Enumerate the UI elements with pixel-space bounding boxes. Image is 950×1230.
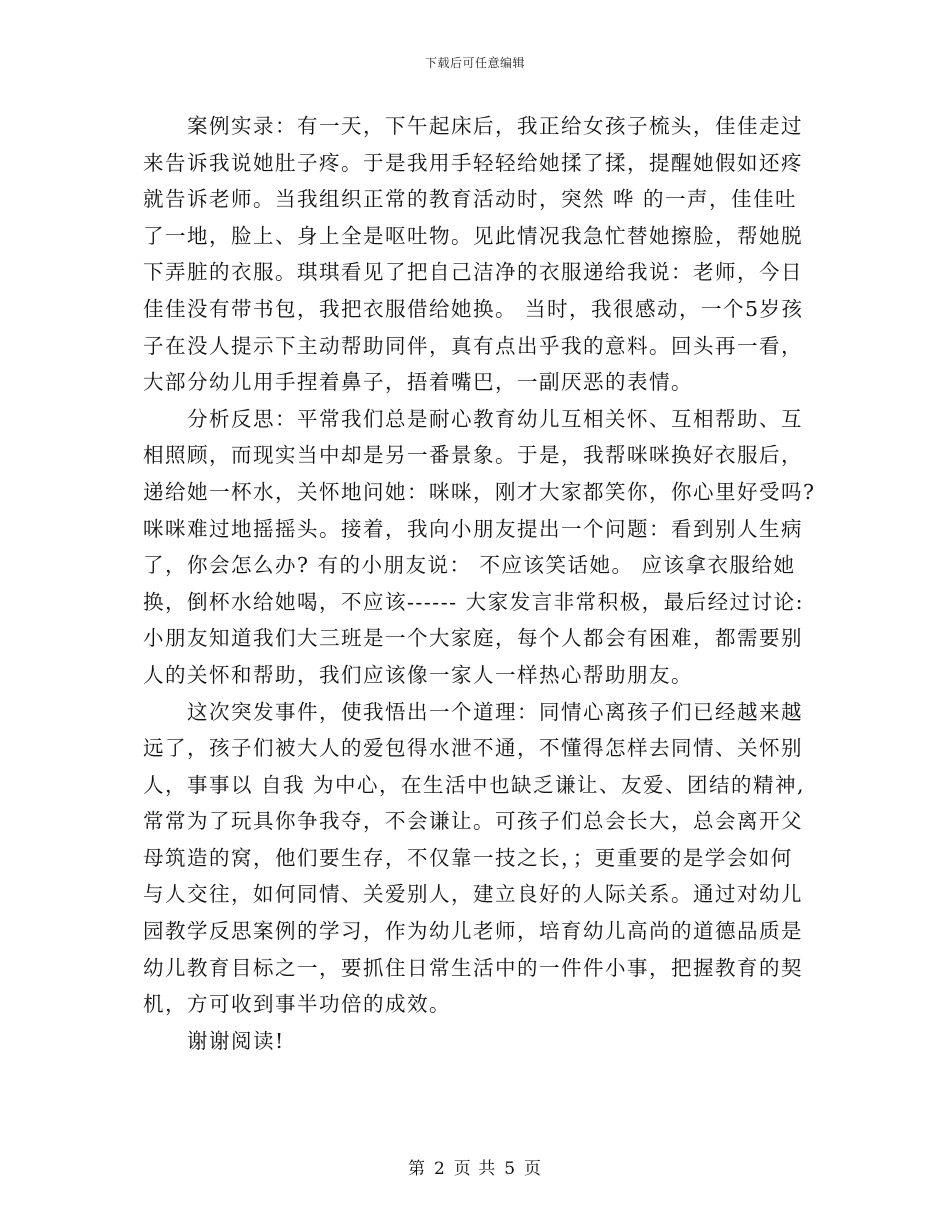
body-line: 递给她一杯水，关怀地问她：咪咪，刚才大家都笑你，你心里好受吗? — [143, 479, 816, 504]
footer-prefix: 第 — [407, 1159, 426, 1179]
body-line: 人的关怀和帮助，我们应该像一家人一样热心帮助朋友。 — [143, 662, 693, 687]
footer-suffix: 页 — [524, 1159, 543, 1179]
body-line: 就告诉老师。当我组织正常的教育活动时，突然 哗 的一声，佳佳吐 — [143, 187, 798, 212]
total-page-count: 5 — [504, 1159, 517, 1179]
body-line: 子在没人提示下主动帮助同伴，真有点出乎我的意料。回头再一看， — [143, 333, 803, 358]
body-line: 大部分幼儿用手捏着鼻子，捂着嘴巴，一副厌恶的表情。 — [143, 370, 693, 395]
body-line: 佳佳没有带书包，我把衣服借给她换。 当时，我很感动，一个5岁孩 — [143, 296, 804, 321]
body-line: 小朋友知道我们大三班是一个大家庭，每个人都会有困难，都需要别 — [143, 626, 803, 651]
body-line: 远了，孩子们被大人的爱包得水泄不通，不懂得怎样去同情、关怀别 — [143, 736, 803, 761]
body-line: 园教学反思案例的学习，作为幼儿老师，培育幼儿高尚的道德品质是 — [143, 919, 803, 944]
body-line: 咪咪难过地摇摇头。接着，我向小朋友提出一个问题：看到别人生病 — [143, 516, 803, 541]
body-line: 幼儿教育目标之一，要抓住日常生活中的一件件小事，把握教育的契 — [143, 955, 803, 980]
current-page-number: 2 — [433, 1159, 446, 1179]
body-line: 分析反思：平常我们总是耐心教育幼儿互相关怀、互相帮助、互 — [187, 406, 803, 431]
body-line: 案例实录：有一天，下午起床后，我正给女孩子梳头，佳佳走过 — [187, 114, 803, 138]
document-body — [143, 108, 816, 1059]
body-line: 母筑造的窝，他们要生存，不仅靠一技之长，；更重要的是学会如何 — [143, 845, 793, 870]
body-line: 这次突发事件，使我悟出一个道理：同情心离孩子们已经越来越 — [187, 699, 803, 724]
body-line: 与人交往，如何同情、关爱别人，建立良好的人际关系。通过对幼儿 — [143, 882, 803, 907]
body-line: 下弄脏的衣服。琪琪看见了把自己洁净的衣服递给我说：老师，今日 — [143, 260, 803, 285]
body-line: 换，倒杯水给她喝，不应该------ 大家发言非常积极，最后经过讨论: — [143, 589, 804, 614]
body-line: 常常为了玩具你争我夺，不会谦让。可孩子们总会长大，总会离开父 — [143, 809, 803, 834]
page-footer — [0, 1154, 950, 1179]
body-line: 来告诉我说她肚子疼。于是我用手轻轻给她揉了揉，提醒她假如还疼 — [143, 150, 803, 175]
closing-line: 谢谢阅读! — [187, 1028, 285, 1053]
body-line: 机，方可收到事半功倍的成效。 — [143, 992, 451, 1017]
footer-middle: 页 共 — [453, 1159, 497, 1179]
body-line: 人，事事以 自我 为中心，在生活中也缺乏谦让、友爱、团结的精神, — [143, 772, 806, 797]
body-line: 相照顾，而现实当中却是另一番景象。于是，我帮咪咪换好衣服后， — [143, 443, 803, 468]
body-line: 了一地，脸上、身上全是呕吐物。见此情况我急忙替她擦脸，帮她脱 — [143, 223, 803, 248]
body-line: 了，你会怎么办? 有的小朋友说： 不应该笑话她。 应该拿衣服给她 — [143, 553, 796, 578]
page-header: 下载后可任意编辑 — [424, 56, 525, 70]
